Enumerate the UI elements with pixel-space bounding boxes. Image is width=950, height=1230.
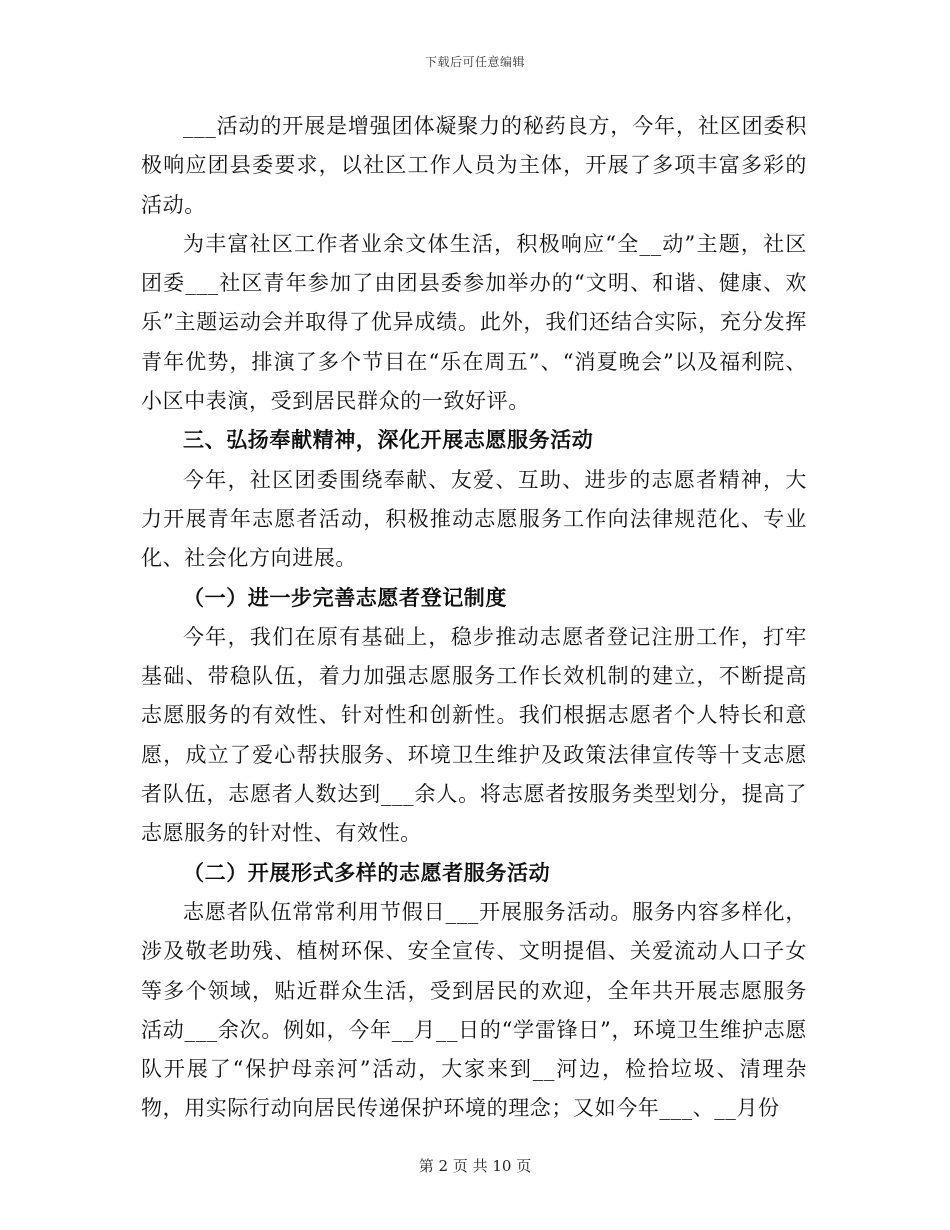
- subheading-registration: （一）进一步完善志愿者登记制度: [183, 585, 507, 610]
- document-body: [141, 107, 807, 1129]
- page-header-note: 下载后可任意编辑: [424, 55, 525, 69]
- page-number: 第 2 页 共 10 页: [418, 1157, 532, 1175]
- paragraph-service-activities: 志愿者队伍常常利用节假日___开展服务活动。服务内容多样化，涉及敬老助残、植树环保、安全宣传、文明提倡、关爱流动人口子女等多个领域，贴近群众生活，受到居民的欢迎，全年共开展志愿服务活动___余次。例如，今年__月__日的“学雷锋日”，环境卫生维护志愿队开展了“保护母亲河”活动，大家来到__河边，检拾垃圾、清理杂物，用实际行动向居民传递保护环境的理念；又如今年___、__月份: [141, 899, 807, 1121]
- subheading-service-activities: （二）开展形式多样的志愿者服务活动: [183, 860, 551, 885]
- section-heading-volunteer: 三、弘扬奉献精神，深化开展志愿服务活动: [183, 428, 594, 453]
- paragraph-volunteer-intro: 今年，社区团委围绕奉献、友爱、互助、进步的志愿者精神，大力开展青年志愿者活动，积极推动志愿服务工作向法律规范化、专业化、社会化方向进展。: [141, 467, 807, 571]
- paragraph-activities-intro: ___活动的开展是增强团体凝聚力的秘药良方，今年，社区团委积极响应团县委要求，以社区工作人员为主体，开展了多项丰富多彩的活动。: [141, 114, 807, 217]
- paragraph-sports-culture: 为丰富社区工作者业余文体生活，积极响应“全__动”主题，社区团委___社区青年参加了由团县委参加举办的“文明、和谐、健康、欢乐”主题运动会并取得了优异成绩。此外，我们还结合实际，充分发挥青年优势，排演了多个节目在“乐在周五”、“消夏晚会”以及福利院、小区中表演，受到居民群众的一致好评。: [141, 231, 807, 414]
- paragraph-registration: 今年，我们在原有基础上，稳步推动志愿者登记注册工作，打牢基础、带稳队伍，着力加强志愿服务工作长效机制的建立，不断提高志愿服务的有效性、针对性和创新性。我们根据志愿者个人特长和意愿，成立了爱心帮扶服务、环境卫生维护及政策法律宣传等十支志愿者队伍，志愿者人数达到___余人。将志愿者按服务类型划分，提高了志愿服务的针对性、有效性。: [141, 624, 807, 846]
